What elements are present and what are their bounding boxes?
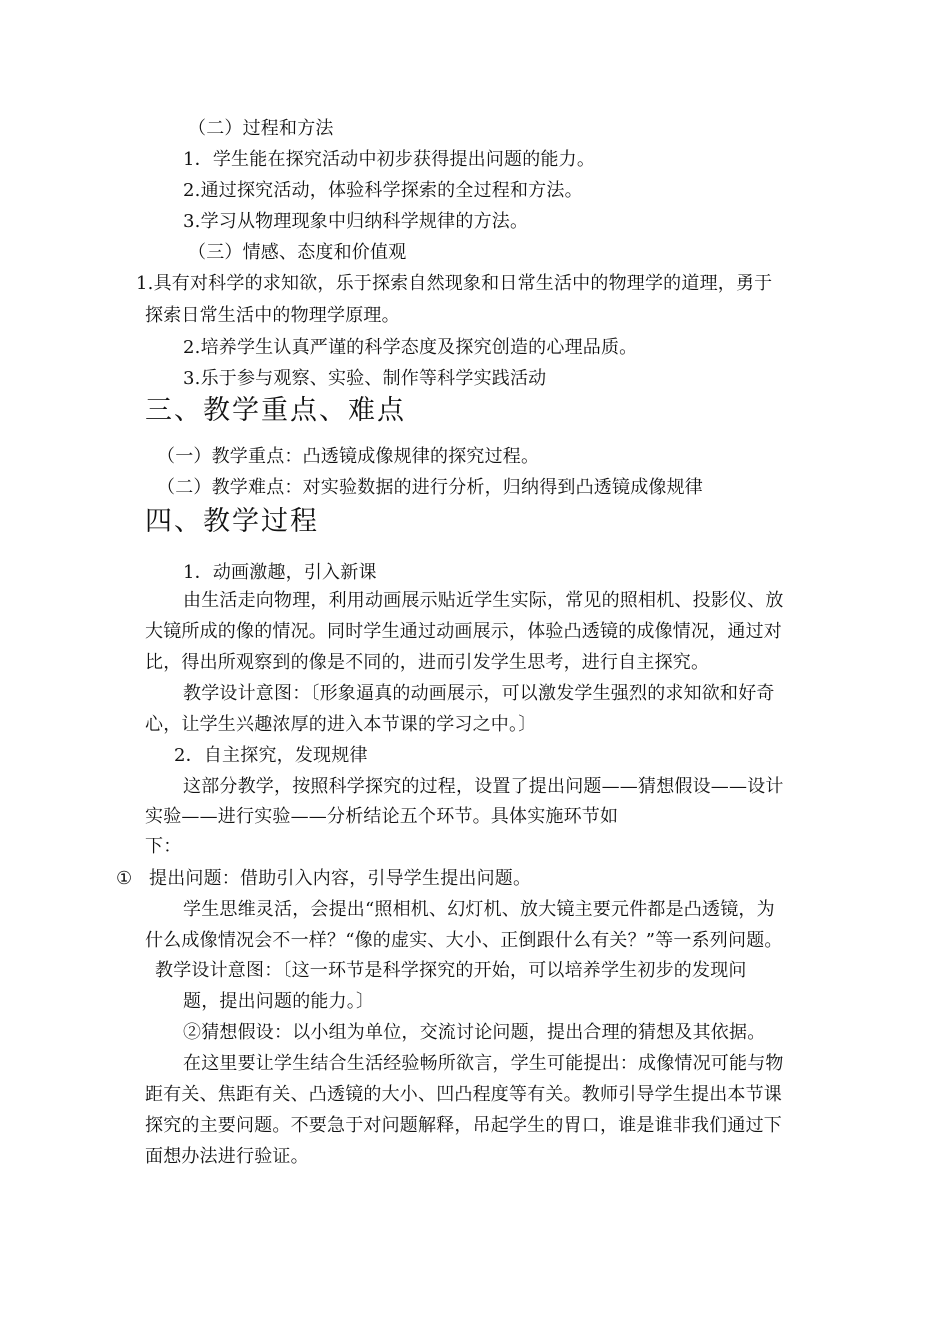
list-item: 1．学生能在探究活动中初步获得提出问题的能力。 — [183, 149, 596, 170]
paragraph-line: 在这里要让学生结合生活经验畅所欲言，学生可能提出：成像情况可能与物 — [183, 1053, 784, 1074]
paragraph-line: 比，得出所观察到的像是不同的，进而引发学生思考，进行自主探究。 — [145, 652, 710, 673]
paragraph-line: 大镜所成的像的情况。同时学生通过动画展示，体验凸透镜的成像情况，通过对 — [145, 621, 782, 642]
paragraph-line: 实验——进行实验——分析结论五个环节。具体实施环节如 — [145, 806, 619, 827]
paragraph-line: 探究的主要问题。不要急于对问题解释，吊起学生的胃口，谁是谁非我们通过下 — [145, 1115, 782, 1136]
design-intent-line: 教学设计意图：〔这一环节是科学探究的开始，可以培养学生初步的发现问 — [155, 960, 747, 981]
paragraph-line: 面想办法进行验证。 — [145, 1146, 309, 1167]
paragraph-line: 什么成像情况会不一样？“像的虚实、大小、正倒跟什么有关？”等一系列问题。 — [145, 930, 783, 951]
difficult-point-text: （二）教学难点：对实验数据的进行分析，归纳得到凸透镜成像规律 — [157, 477, 703, 498]
sub-step-title: 提出问题：借助引入内容，引导学生提出问题。 — [149, 868, 532, 889]
design-intent-line: 教学设计意图：〔形象逼真的动画展示，可以激发学生强烈的求知欲和好奇 — [183, 683, 775, 704]
list-item: 2.培养学生认真严谨的科学态度及探究创造的心理品质。 — [183, 337, 638, 358]
section-heading-key-points: 三、教学重点、难点 — [145, 395, 406, 426]
design-intent-line: 心，让学生兴趣浓厚的进入本节课的学习之中。〕 — [145, 714, 537, 735]
step-title: 2．自主探究，发现规律 — [174, 745, 368, 766]
circled-number-marker: ① — [116, 868, 133, 889]
step-title: 1．动画激趣，引入新课 — [183, 562, 377, 583]
list-item: 2.通过探究活动，体验科学探索的全过程和方法。 — [183, 180, 583, 201]
paragraph-line: 这部分教学，按照科学探究的过程，设置了提出问题——猜想假设——设计 — [183, 776, 784, 797]
list-item-continuation: 探索日常生活中的物理学原理。 — [145, 305, 400, 326]
paragraph-line: 下： — [145, 836, 182, 857]
design-intent-line: 题，提出问题的能力。〕 — [183, 991, 375, 1012]
sub-step-title: ②猜想假设：以小组为单位，交流讨论问题，提出合理的猜想及其依据。 — [183, 1022, 766, 1043]
list-item: 3.乐于参与观察、实验、制作等科学实践活动 — [183, 368, 547, 389]
paragraph-line: 学生思维灵活，会提出“照相机、幻灯机、放大镜主要元件都是凸透镜，为 — [183, 899, 775, 920]
paragraph-line: 距有关、焦距有关、凸透镜的大小、凹凸程度等有关。教师引导学生提出本节课 — [145, 1084, 782, 1105]
subsection-title-process-method: （二）过程和方法 — [188, 118, 334, 139]
list-item: 3.学习从物理现象中归纳科学规律的方法。 — [183, 211, 529, 232]
paragraph-line: 由生活走向物理，利用动画展示贴近学生实际，常见的照相机、投影仪、放 — [183, 590, 784, 611]
section-heading-teaching-process: 四、教学过程 — [145, 506, 319, 537]
key-point-text: （一）教学重点：凸透镜成像规律的探究过程。 — [157, 446, 540, 467]
subsection-title-emotion-values: （三）情感、态度和价值观 — [188, 242, 407, 263]
list-item: 1.具有对科学的求知欲，乐于探索自然现象和日常生活中的物理学的道理，勇于 — [136, 273, 773, 294]
